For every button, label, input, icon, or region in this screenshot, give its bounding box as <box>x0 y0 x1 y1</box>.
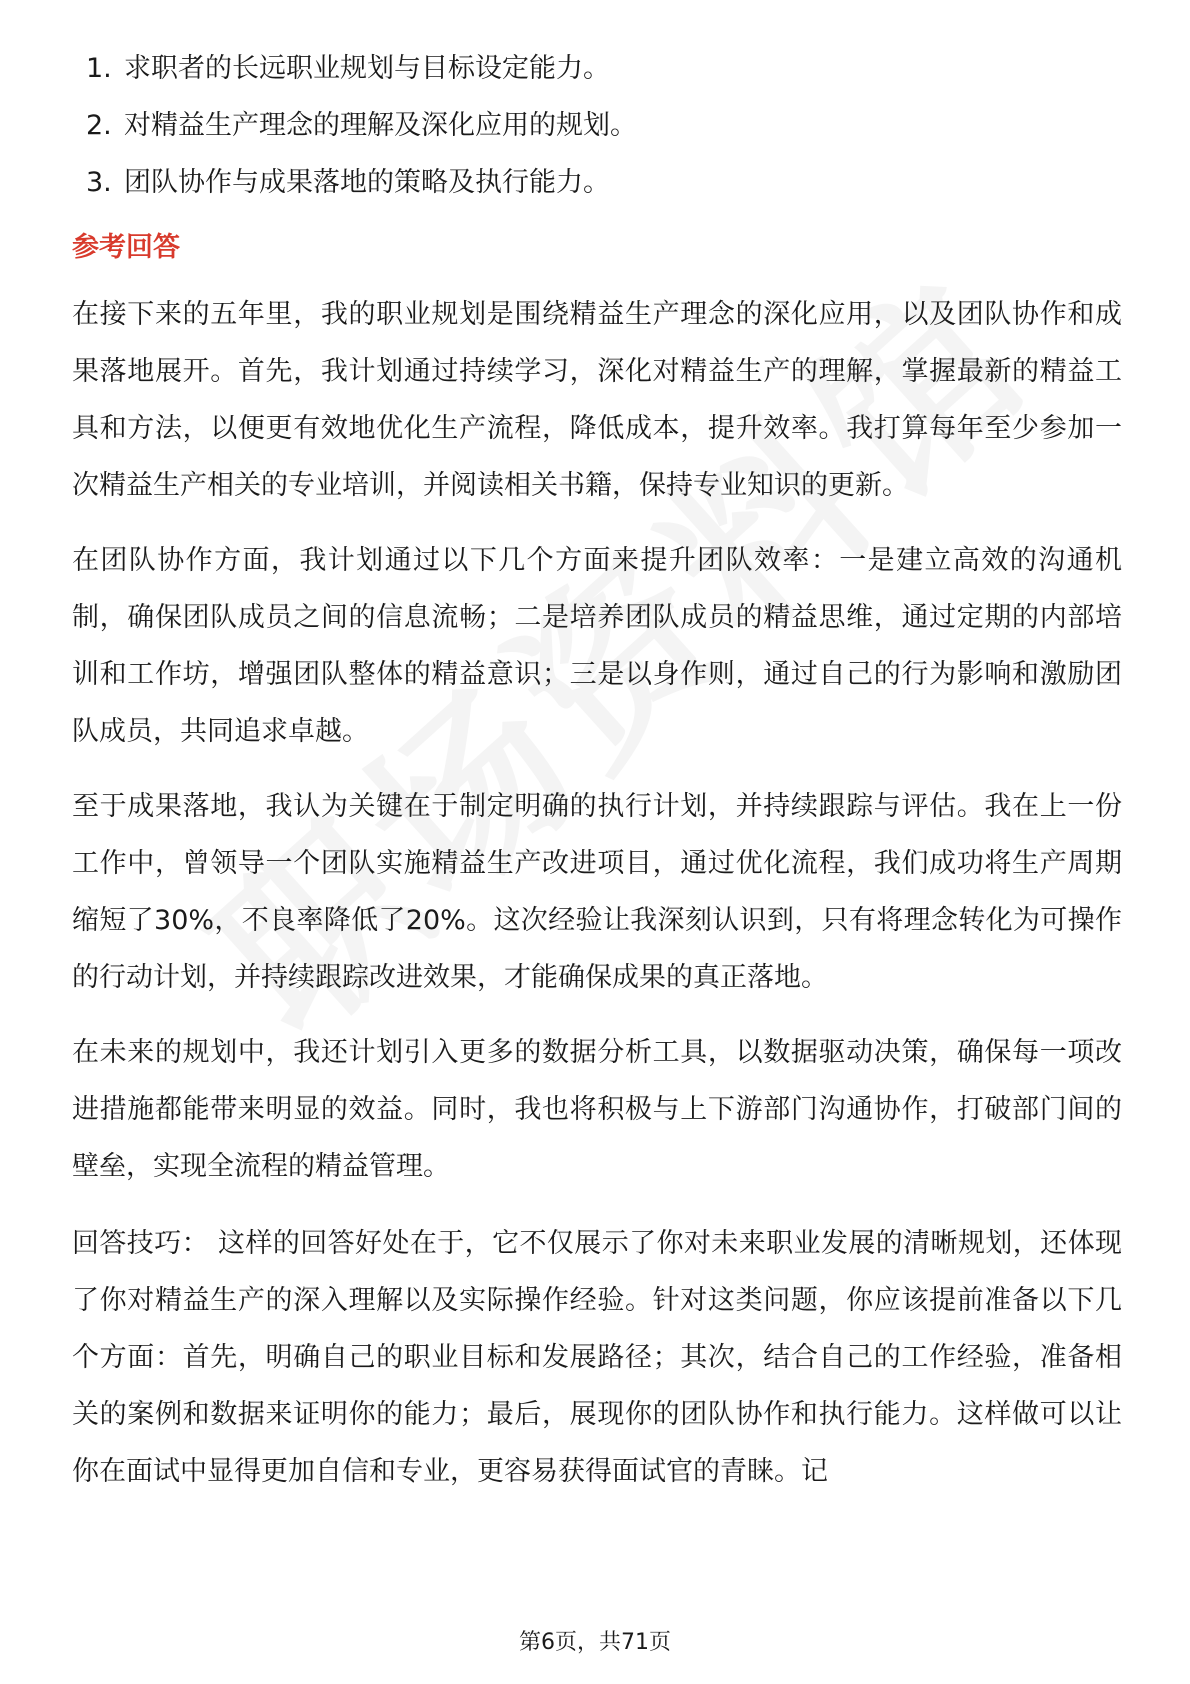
answer-paragraph: 在未来的规划中，我还计划引入更多的数据分析工具，以数据驱动决策，确保每一项改进措施都能带来明显的效益。同时，我也将积极与上下游部门沟通协作，打破部门间的壁垒，实现全流程的精益管理。 <box>72 1037 1122 1182</box>
list-item <box>72 154 1122 211</box>
answer-tips: 回答技巧： 这样的回答好处在于，它不仅展示了你对未来职业发展的清晰规划，还体现了你对精益生产的深入理解以及实际操作经验。针对这类问题，你应该提前准备以下几个方面：首先，明确自己的职业目标和发展路径；其次，结合自己的工作经验，准备相关的案例和数据来证明你的能力；最后，展现你的团队协作和执行能力。这样做可以让你在面试中显得更加自信和专业，更容易获得面试官的青睐。记 <box>72 1228 1122 1487</box>
criteria-list <box>72 40 1122 211</box>
list-item <box>72 40 1122 97</box>
page-content <box>72 40 1122 1500</box>
list-item-text: 求职者的长远职业规划与目标设定能力。 <box>124 53 610 84</box>
list-item <box>72 97 1122 154</box>
list-item-number: 1. <box>86 53 112 84</box>
list-item-text: 对精益生产理念的理解及深化应用的规划。 <box>124 110 637 141</box>
list-item-number: 3. <box>86 167 112 198</box>
answer-paragraph: 在接下来的五年里，我的职业规划是围绕精益生产理念的深化应用，以及团队协作和成果落地展开。首先，我计划通过持续学习，深化对精益生产的理解，掌握最新的精益工具和方法，以便更有效地优化生产流程，降低成本，提升效率。我打算每年至少参加一次精益生产相关的专业培训，并阅读相关书籍，保持专业知识的更新。 <box>72 299 1122 501</box>
page-number: 第6页，共71页 <box>519 1630 671 1655</box>
list-item-number: 2. <box>86 110 112 141</box>
answer-paragraph: 至于成果落地，我认为关键在于制定明确的执行计划，并持续跟踪与评估。我在上一份工作中，曾领导一个团队实施精益生产改进项目，通过优化流程，我们成功将生产周期缩短了30%，不良率降低了20%。这次经验让我深刻认识到，只有将理念转化为可操作的行动计划，并持续跟踪改进效果，才能确保成果的真正落地。 <box>72 791 1122 993</box>
answer-heading: 参考回答 <box>72 232 180 263</box>
answer-paragraph: 在团队协作方面，我计划通过以下几个方面来提升团队效率：一是建立高效的沟通机制，确保团队成员之间的信息流畅；二是培养团队成员的精益思维，通过定期的内部培训和工作坊，增强团队整体的精益意识；三是以身作则，通过自己的行为影响和激励团队成员，共同追求卓越。 <box>72 545 1122 747</box>
list-item-text: 团队协作与成果落地的策略及执行能力。 <box>124 167 610 198</box>
